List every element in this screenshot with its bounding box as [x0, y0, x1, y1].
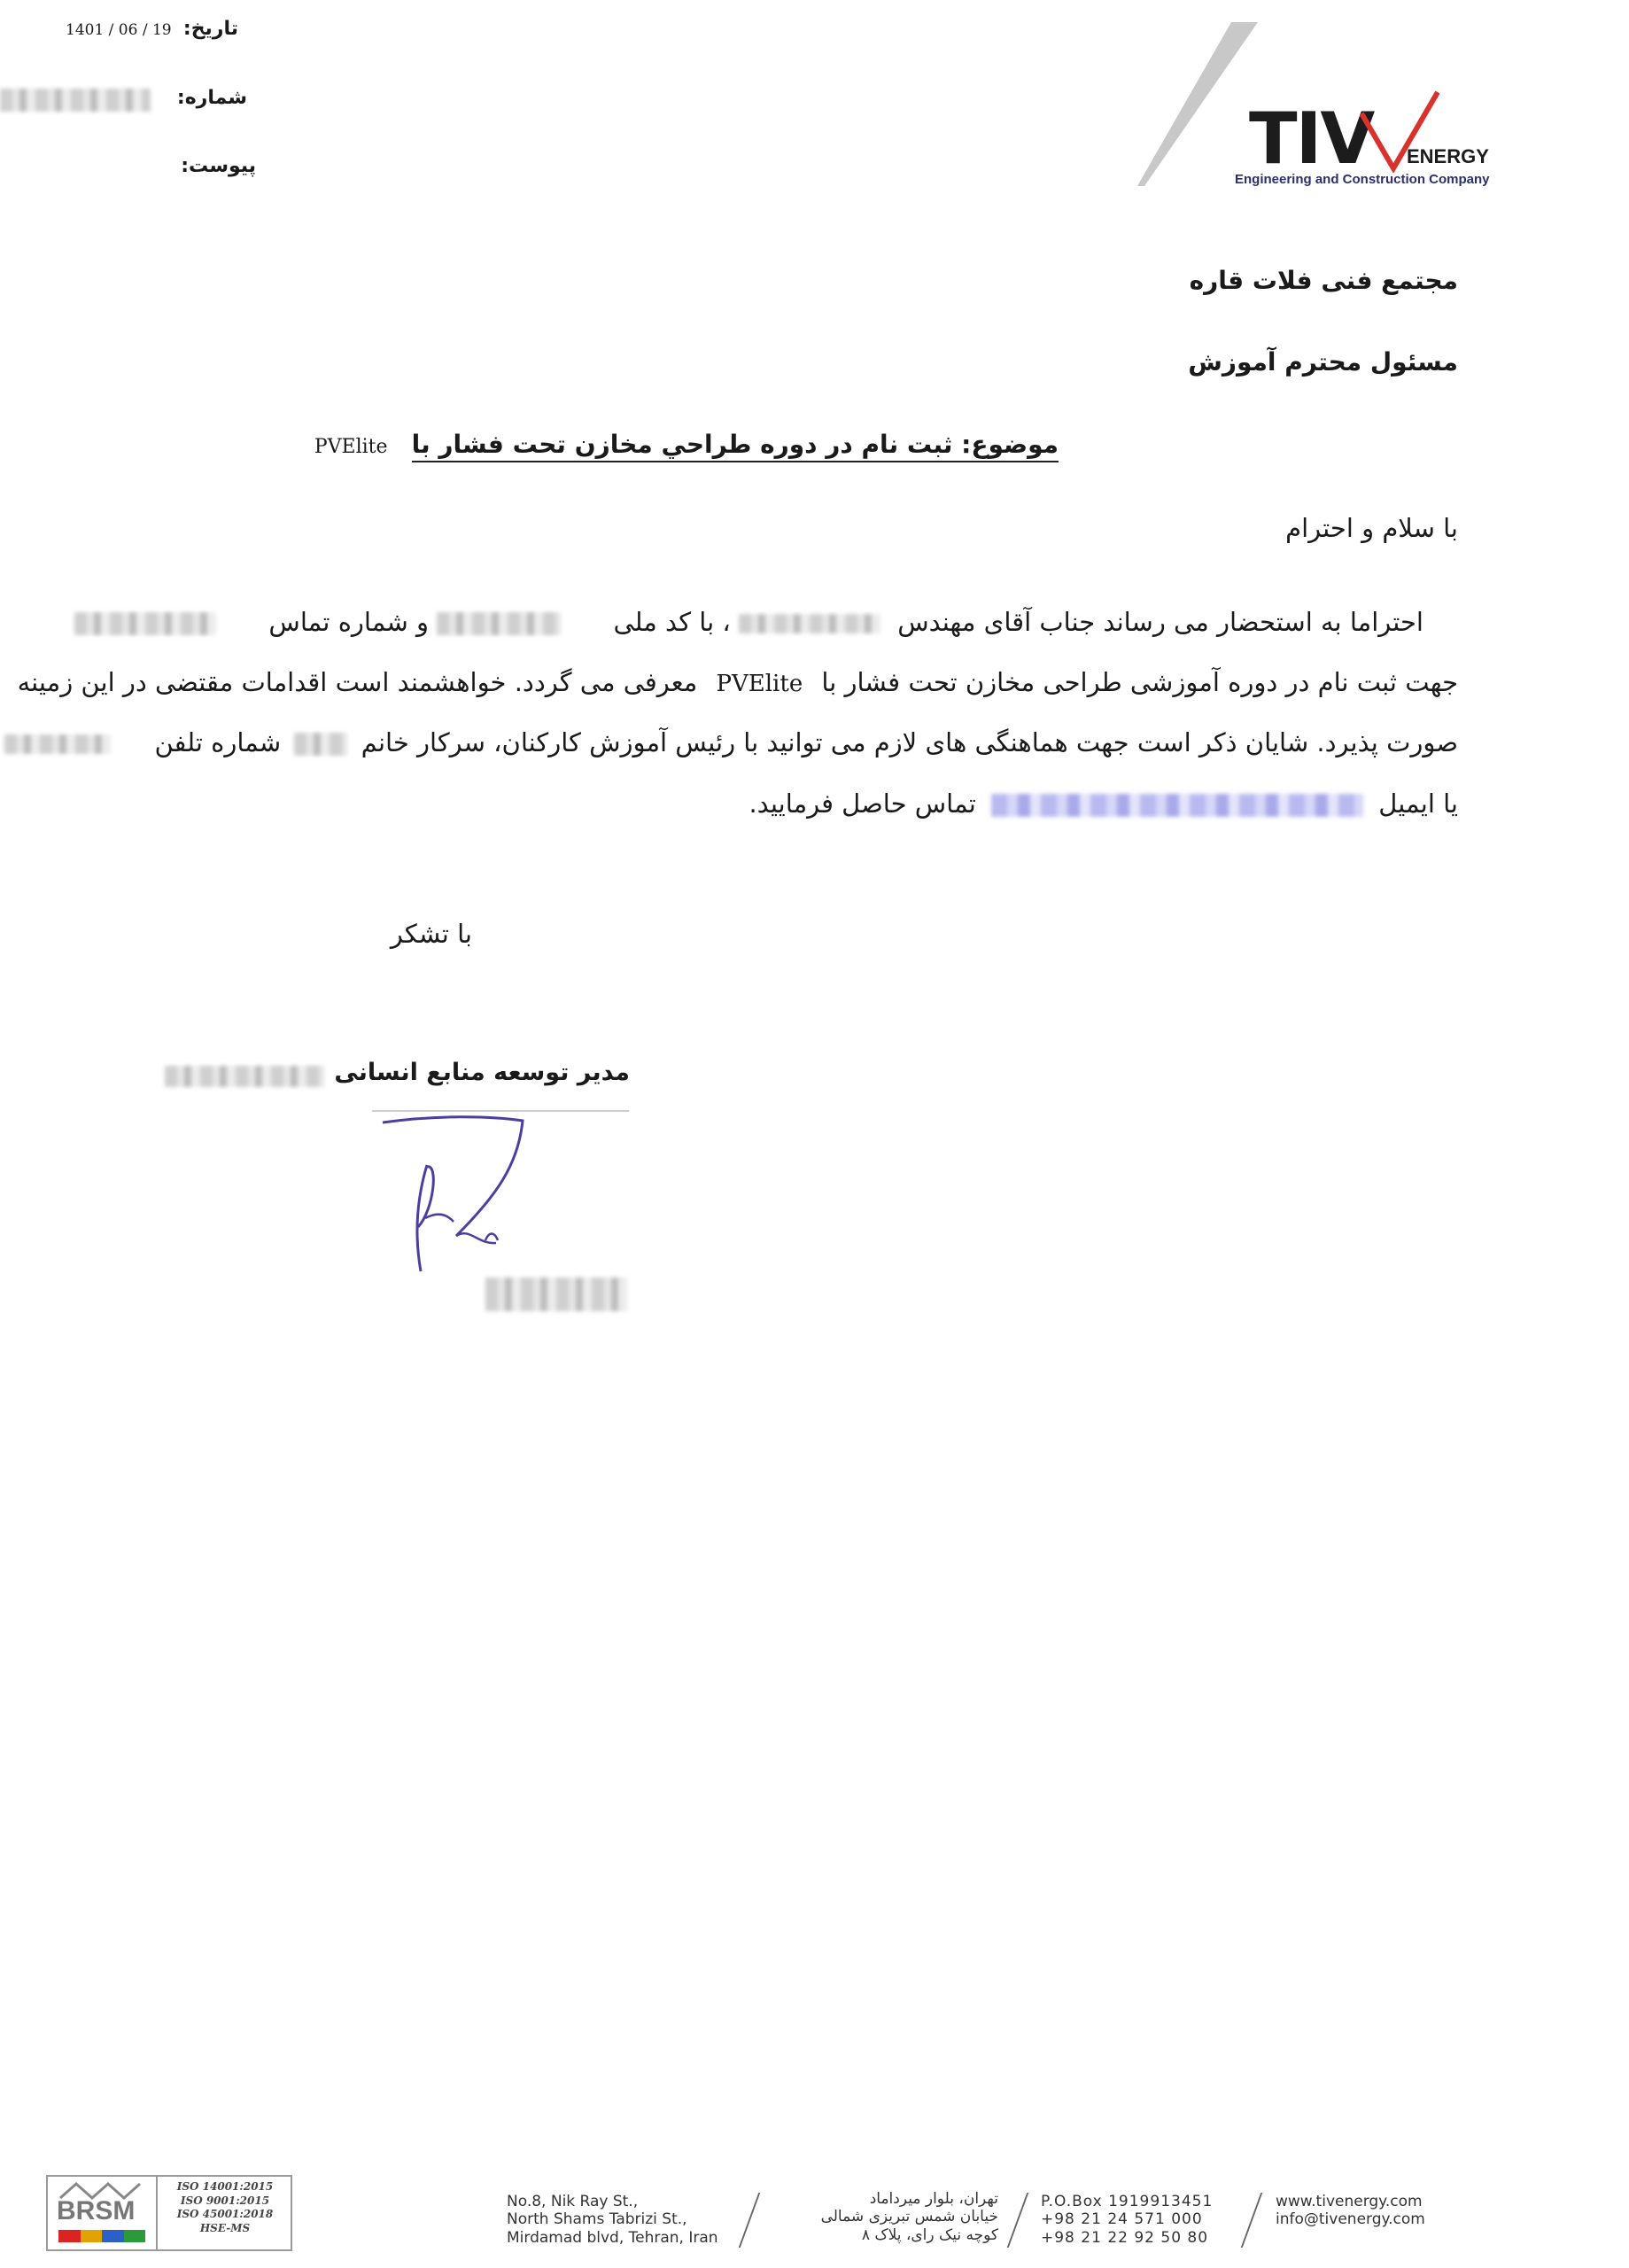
phone-redacted — [74, 612, 216, 635]
recipient-title: مسئول محترم آموزش — [1188, 347, 1458, 377]
body-line-3-a: صورت پذیرد. شایان ذکر است جهت هماهنگی های لازم می توانید با رئیس آموزش کارکنان، سرکار خانم — [361, 727, 1458, 757]
footer-contact: P.O.Box 1919913451 +98 21 24 571 000 +98 21 22 92 50 80 — [1041, 2193, 1214, 2247]
body-line-3-b: شماره تلفن — [154, 727, 282, 757]
signer-line — [165, 1059, 630, 1087]
footer-separator-3 — [1241, 2193, 1263, 2248]
footer-website[interactable]: www.tivenergy.com — [1276, 2193, 1423, 2210]
body-line-2-software: PVElite — [716, 671, 803, 697]
body-line-3 — [4, 727, 1458, 757]
iso-list: ISO 14001:2015 ISO 9001:2015 ISO 45001:2018 HSE-MS — [176, 2180, 274, 2234]
body-line-2-a: جهت ثبت نام در دوره آموزشی طراحی مخازن تحت فشار با — [821, 667, 1458, 697]
footer-separator-1 — [739, 2193, 761, 2248]
body-line-1-b: ، با کد ملی — [613, 607, 731, 637]
body-line-2-b: معرفی می گردد. خواهشمند است اقدامات مقتضی در این زمینه — [17, 667, 698, 697]
subject-line — [314, 430, 1059, 459]
body-line-2 — [17, 667, 1458, 697]
logo-stripe-icon — [1134, 22, 1258, 190]
footer-address-fa: تهران، بلوار میرداماد خیابان شمس تبریزی شمالی کوچه نیک رای، پلاک ۸ — [820, 2190, 998, 2244]
cert-badge — [46, 2175, 292, 2251]
subject-text: موضوع: ثبت نام در دوره طراحي مخازن تحت فشار با — [412, 430, 1059, 462]
footer-address-en: No.8, Nik Ray St., North Shams Tabrizi St., Mirdamad blvd, Tehran, Iran — [507, 2193, 718, 2247]
number-label: شماره: — [176, 87, 247, 109]
national-id-redacted — [437, 612, 561, 635]
logo-tagline: Engineering and Construction Company — [1235, 172, 1490, 187]
body-line-1-a: احتراما به استحضار می رساند جناب آقای مهندس — [897, 607, 1423, 637]
body-line-1 — [74, 607, 1423, 637]
footer-email[interactable]: info@tivenergy.com — [1276, 2210, 1425, 2229]
email-redacted — [991, 794, 1363, 817]
engineer-name-redacted — [739, 614, 880, 633]
number-value-redacted — [0, 89, 151, 112]
body-line-4-a: یا ایمیل — [1378, 788, 1458, 819]
logo-brand: TIV — [1249, 97, 1374, 180]
date-value: 1401 / 06 / 19 — [66, 21, 172, 39]
body-line-1-c: و شماره تماس — [268, 607, 430, 637]
brsm-text: BRSM — [57, 2196, 136, 2225]
signer-name-redacted — [165, 1066, 324, 1087]
signature-icon — [372, 1112, 549, 1289]
greeting: با سلام و احترام — [1285, 513, 1458, 543]
brsm-color-bar — [58, 2230, 145, 2242]
footer-web — [1276, 2193, 1425, 2229]
body-line-4 — [749, 788, 1458, 819]
closing: با تشکر — [390, 919, 472, 949]
staff-name-redacted — [294, 733, 347, 756]
body-line-4-b: تماس حاصل فرمایید. — [749, 788, 976, 819]
signer-stamp-redacted — [485, 1278, 627, 1311]
signer-title: مدیر توسعه منابع انسانی — [334, 1059, 630, 1086]
attachment-label: پیوست: — [181, 155, 256, 177]
logo-energy: ENERGY — [1407, 145, 1489, 167]
date-label: تاریخ: — [182, 18, 238, 40]
staff-phone-redacted — [4, 734, 111, 754]
recipient-org: مجتمع فنی فلات قاره — [1189, 266, 1458, 295]
subject-software: PVElite — [314, 436, 388, 458]
footer-separator-2 — [1007, 2193, 1029, 2248]
